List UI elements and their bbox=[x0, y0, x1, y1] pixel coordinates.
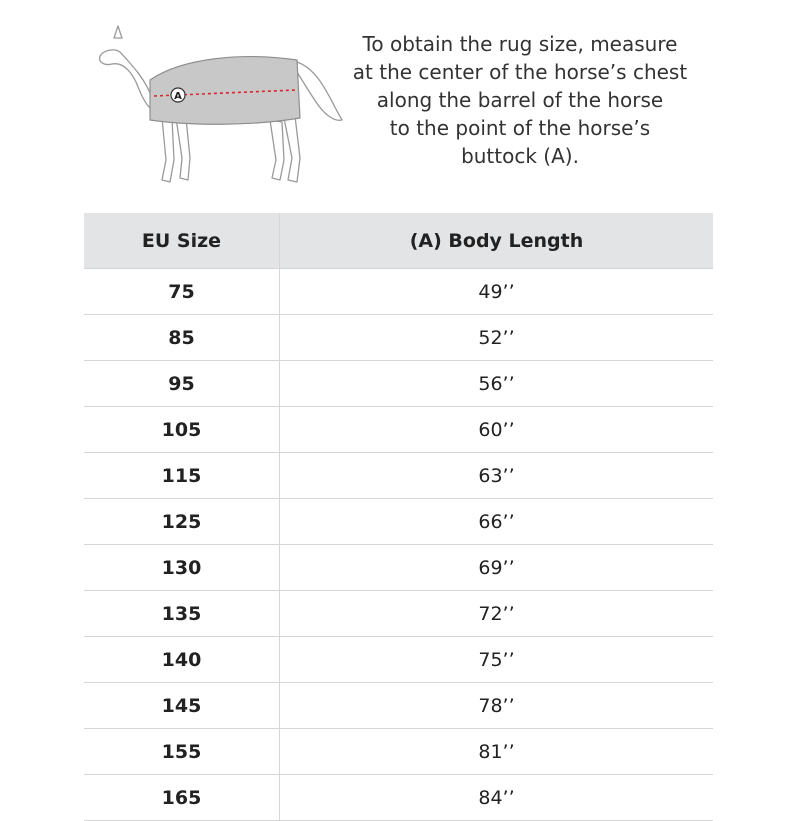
size-cell: 130 bbox=[84, 545, 280, 591]
length-cell: 81’’ bbox=[280, 729, 714, 775]
size-cell: 140 bbox=[84, 637, 280, 683]
instruction-line: To obtain the rug size, measure bbox=[362, 32, 678, 56]
size-cell: 155 bbox=[84, 729, 280, 775]
table-row bbox=[84, 729, 713, 775]
table-row bbox=[84, 453, 713, 499]
length-cell: 63’’ bbox=[280, 453, 714, 499]
size-cell: 115 bbox=[84, 453, 280, 499]
length-cell: 66’’ bbox=[280, 499, 714, 545]
length-cell: 84’’ bbox=[280, 775, 714, 821]
instruction-line: buttock (A). bbox=[461, 144, 579, 168]
table-row bbox=[84, 545, 713, 591]
instruction-line: to the point of the horse’s bbox=[389, 116, 651, 140]
length-cell: 60’’ bbox=[280, 407, 714, 453]
table-row bbox=[84, 315, 713, 361]
table-row bbox=[84, 683, 713, 729]
instruction-line: along the barrel of the horse bbox=[376, 88, 664, 112]
length-cell: 78’’ bbox=[280, 683, 714, 729]
size-cell: 85 bbox=[84, 315, 280, 361]
table-row bbox=[84, 361, 713, 407]
table-row bbox=[84, 499, 713, 545]
size-cell: 95 bbox=[84, 361, 280, 407]
header-eu-size: EU Size bbox=[84, 213, 280, 269]
size-chart-table bbox=[84, 213, 713, 821]
table-header-row bbox=[84, 213, 713, 269]
length-cell: 49’’ bbox=[280, 269, 714, 315]
size-cell: 145 bbox=[84, 683, 280, 729]
table-row bbox=[84, 407, 713, 453]
header-body-length: (A) Body Length bbox=[280, 213, 714, 269]
size-cell: 105 bbox=[84, 407, 280, 453]
table-row bbox=[84, 637, 713, 683]
length-cell: 75’’ bbox=[280, 637, 714, 683]
a-marker-label: A bbox=[174, 91, 182, 102]
length-cell: 56’’ bbox=[280, 361, 714, 407]
size-cell: 75 bbox=[84, 269, 280, 315]
sizing-instructions bbox=[330, 30, 710, 170]
table-row bbox=[84, 591, 713, 637]
size-cell: 165 bbox=[84, 775, 280, 821]
size-cell: 125 bbox=[84, 499, 280, 545]
instruction-line: at the center of the horse’s chest bbox=[352, 60, 688, 84]
table-row bbox=[84, 269, 713, 315]
size-cell: 135 bbox=[84, 591, 280, 637]
length-cell: 69’’ bbox=[280, 545, 714, 591]
length-cell: 72’’ bbox=[280, 591, 714, 637]
length-cell: 52’’ bbox=[280, 315, 714, 361]
horse-rug-illustration bbox=[92, 10, 357, 190]
table-row bbox=[84, 775, 713, 821]
